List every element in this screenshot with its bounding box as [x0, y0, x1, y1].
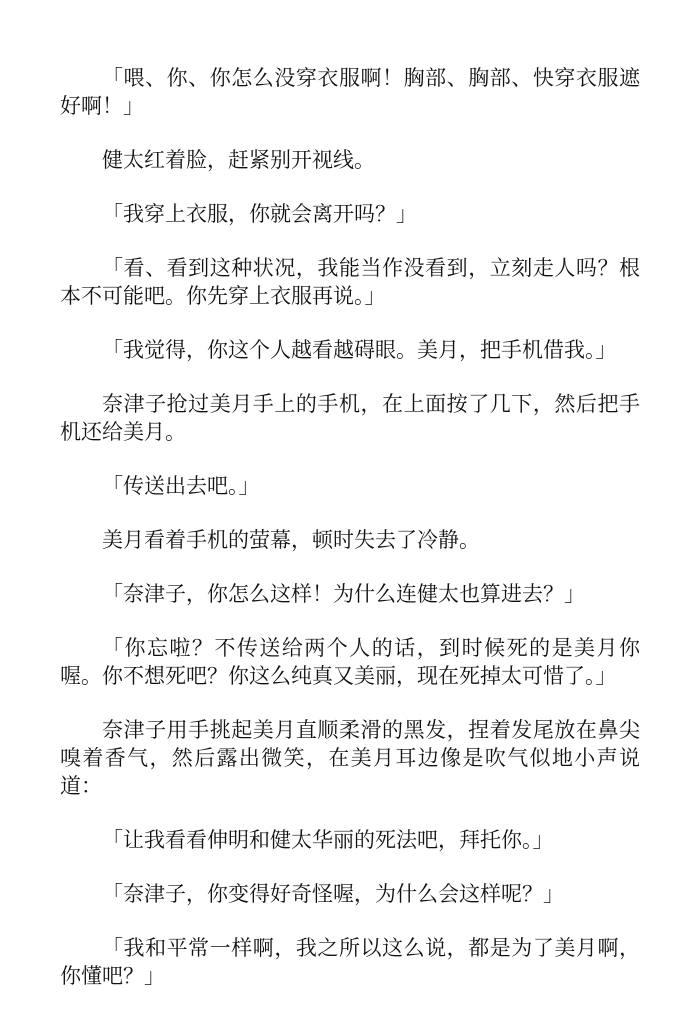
- document-page: [60, 64, 640, 1016]
- paragraph: 「我穿上衣服，你就会离开吗？」: [102, 202, 417, 226]
- paragraph: 奈津子抢过美月手上的手机，在上面按了几下，然后把手机还给美月。: [60, 392, 640, 444]
- paragraph: 「你忘啦？不传送给两个人的话，到时候死的是美月你喔。你不想死吧？你这么纯真又美丽，现在死掉太可惜了。」: [60, 636, 640, 688]
- paragraph: 「传送出去吧。」: [102, 474, 260, 498]
- paragraph: 「我觉得，你这个人越看越碍眼。美月，把手机借我。」: [102, 338, 617, 362]
- paragraph: 「我和平常一样啊，我之所以这么说，都是为了美月啊，你懂吧？」: [60, 936, 640, 988]
- paragraph: 健太红着脸，赶紧别开视线。: [102, 148, 375, 172]
- paragraph: 「奈津子，你怎么这样！为什么连健太也算进去？」: [102, 582, 585, 606]
- paragraph: 「喂、你、你怎么没穿衣服啊！胸部、胸部、快穿衣服遮好啊！」: [60, 66, 640, 118]
- paragraph: 「让我看看伸明和健太华丽的死法吧，拜托你。」: [102, 828, 554, 852]
- paragraph: 奈津子用手挑起美月直顺柔滑的黑发，捏着发尾放在鼻尖嗅着香气，然后露出微笑，在美月耳边像是吹气似地小声说道：: [60, 718, 640, 798]
- paragraph: 「奈津子，你变得好奇怪喔，为什么会这样呢？」: [102, 882, 564, 906]
- paragraph: 「看、看到这种状况，我能当作没看到，立刻走人吗？根本不可能吧。你先穿上衣服再说。」: [60, 256, 640, 308]
- paragraph: 美月看着手机的萤幕，顿时失去了冷静。: [102, 528, 480, 552]
